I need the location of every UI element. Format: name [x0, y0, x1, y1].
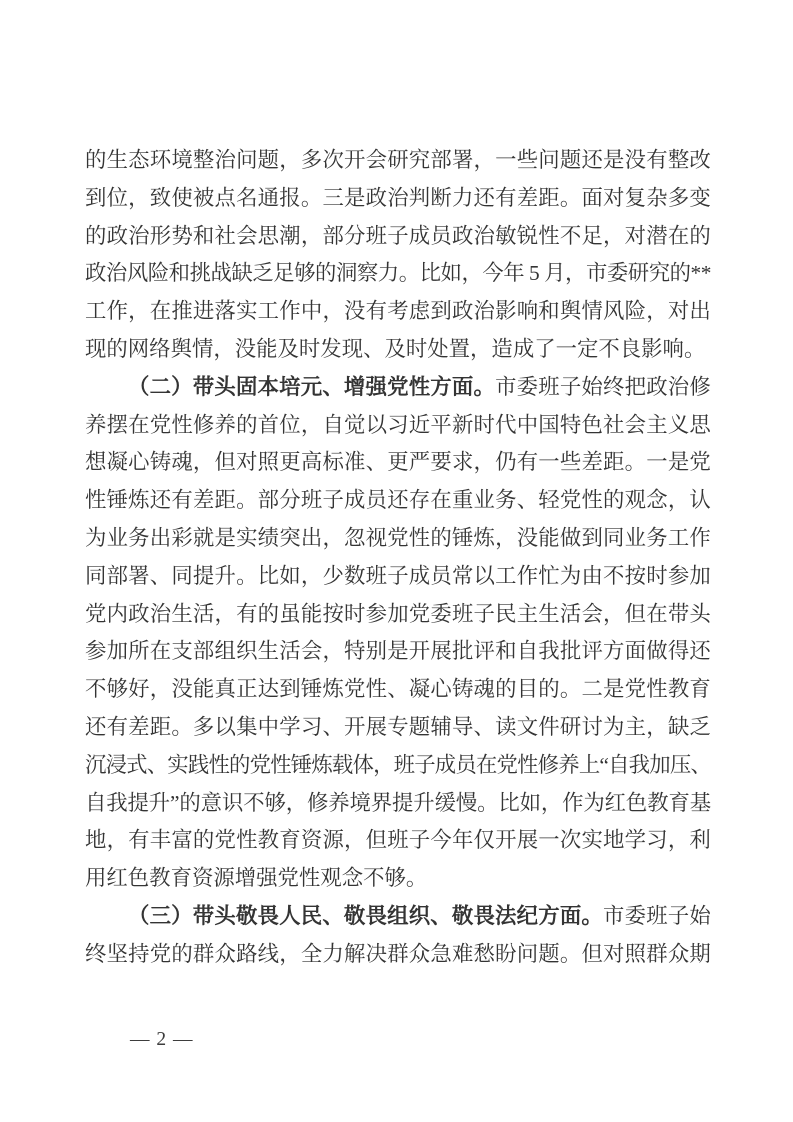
text-line: [85, 747, 711, 785]
text-segment: 养摆在党性修养的首位，自觉以习近平新时代中国特色社会主义思: [85, 412, 711, 437]
text-line: [85, 407, 711, 445]
text-segment: 为业务出彩就是实绩突出，忽视党性的锤炼，没能做到同业务工作: [85, 525, 711, 550]
text-segment: 的政治形势和社会思潮，部分班子成员政治敏锐性不足，对潜在的: [85, 223, 711, 248]
text-line: [85, 331, 711, 369]
text-segment: 市委班子始: [603, 903, 711, 928]
text-line: [85, 142, 711, 180]
section-heading-segment: （二）带头固本培元、增强党性方面。: [128, 374, 496, 399]
text-line: [85, 898, 711, 936]
text-line: [85, 936, 711, 974]
section-heading-segment: （三）带头敬畏人民、敬畏组织、敬畏法纪方面。: [128, 903, 604, 928]
text-segment: 自我提升”的意识不够，修养境界提升缓慢。比如，作为红色教育基: [85, 790, 711, 815]
text-line: [85, 482, 711, 520]
text-segment: 党内政治生活，有的虽能按时参加党委班子民主生活会，但在带头: [85, 601, 711, 626]
text-line: [85, 558, 711, 596]
text-segment: 市委班子始终把政治修: [495, 374, 711, 399]
text-segment: 现的网络舆情，没能及时发现、及时处置，造成了一定不良影响。: [85, 336, 706, 361]
text-segment: 地，有丰富的党性教育资源，但班子今年仅开展一次实地学习，利: [85, 828, 711, 853]
text-segment: 用红色教育资源增强党性观念不够。: [85, 866, 428, 891]
text-line: [85, 520, 711, 558]
text-line: [85, 785, 711, 823]
text-line: [85, 180, 711, 218]
text-line: [85, 633, 711, 671]
text-segment: 终坚持党的群众路线，全力解决群众急难愁盼问题。但对照群众期: [85, 941, 711, 966]
text-segment: 参加所在支部组织生活会，特别是开展批评和自我批评方面做得还: [85, 639, 711, 664]
text-line: [85, 444, 711, 482]
text-line: [85, 293, 711, 331]
document-body: [85, 142, 711, 974]
text-segment: 同部署、同提升。比如，少数班子成员常以工作忙为由不按时参加: [85, 563, 711, 588]
text-line: [85, 671, 711, 709]
text-segment: 还有差距。多以集中学习、开展专题辅导、读文件研讨为主，缺乏: [85, 714, 711, 739]
text-segment: 不够好，没能真正达到锤炼党性、凝心铸魂的目的。二是党性教育: [85, 677, 711, 702]
text-line: [85, 596, 711, 634]
text-line: [85, 255, 711, 293]
text-segment: 工作，在推进落实工作中，没有考虑到政治影响和舆情风险，对出: [85, 299, 711, 324]
text-segment: 政治风险和挑战缺乏足够的洞察力。比如，今年 5 月，市委研究的**: [85, 261, 711, 286]
text-segment: 想凝心铸魂，但对照更高标准、更严要求，仍有一些差距。一是党: [85, 450, 711, 475]
text-segment: 性锤炼还有差距。部分班子成员还存在重业务、轻党性的观念，认: [85, 488, 711, 513]
text-line: [85, 218, 711, 256]
page-number: — 2 —: [130, 1029, 194, 1050]
text-line: [85, 369, 711, 407]
text-segment: 到位，致使被点名通报。三是政治判断力还有差距。面对复杂多变: [85, 185, 711, 210]
text-line: [85, 860, 711, 898]
text-segment: 的生态环境整治问题，多次开会研究部署，一些问题还是没有整改: [85, 148, 711, 172]
text-line: [85, 709, 711, 747]
text-segment: 沉浸式、实践性的党性锤炼载体，班子成员在党性修养上“自我加压、: [85, 752, 711, 777]
text-line: [85, 822, 711, 860]
